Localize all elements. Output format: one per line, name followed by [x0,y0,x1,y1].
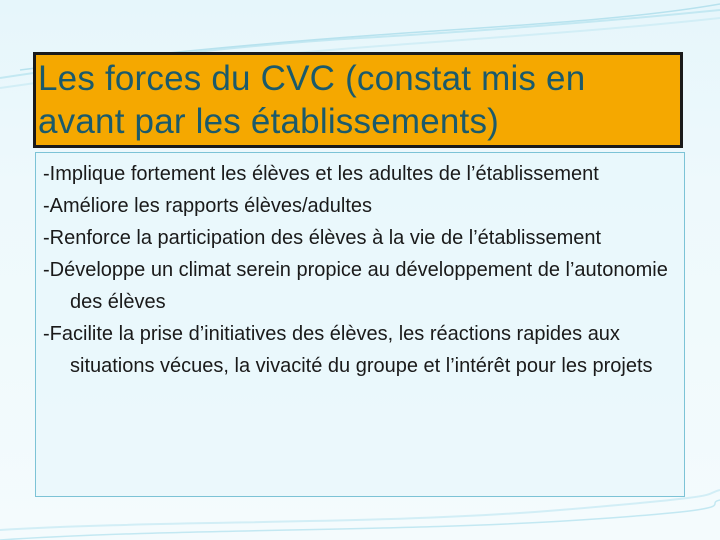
bullet-item: -Renforce la participation des élèves à la vie de l’établissement [43,227,602,249]
title-box [33,52,683,148]
bullet-item: -Améliore les rapports élèves/adultes [43,195,373,217]
bullet-item: -Implique fortement les élèves et les adultes de l’établissement [43,163,599,185]
content-box [35,152,685,497]
bullet-item: -Facilite la prise d’initiatives des élèves, les réactions rapides aux situations vécues, la vivacité du groupe et l’intérêt pour les projets [43,323,653,377]
bullet-item: -Développe un climat serein propice au développement de l’autonomie des élèves [43,259,668,313]
slide-title: Les forces du CVC (constat mis en avant par les établissements) [38,59,586,141]
bullet-list [36,153,684,382]
